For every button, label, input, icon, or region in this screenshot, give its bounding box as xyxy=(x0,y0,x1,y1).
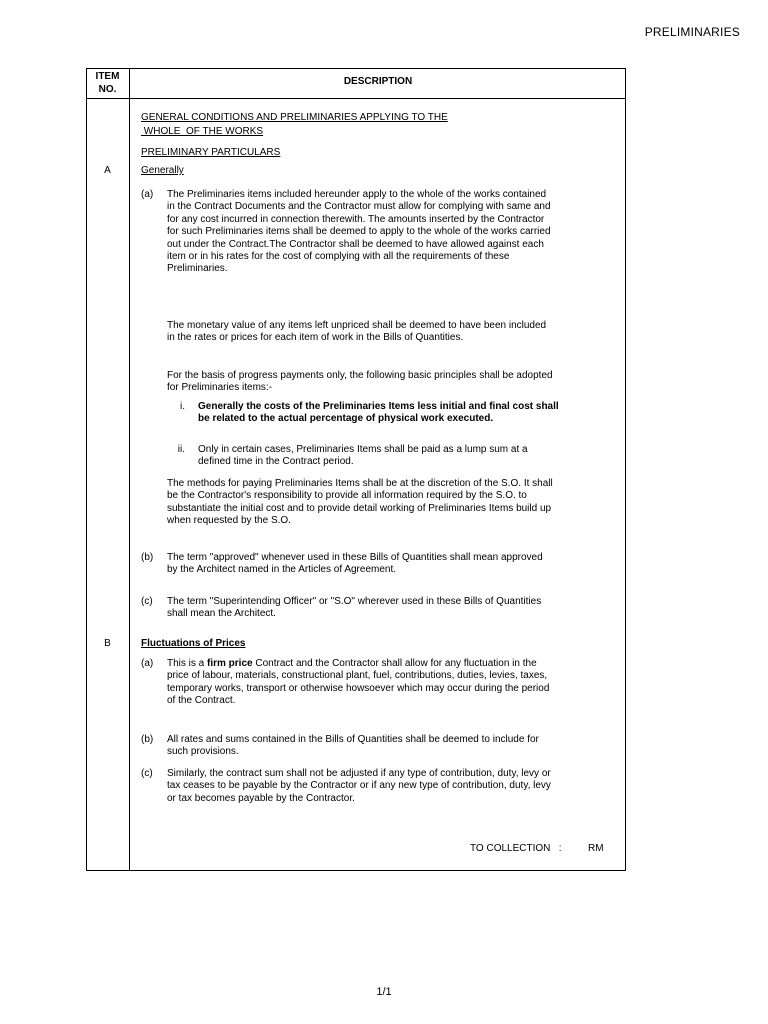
column-header-item-no xyxy=(86,70,129,96)
page-number: 1/1 xyxy=(376,986,392,998)
text-line: for any cost incurred in connection therewith. The amounts inserted by the Contractor xyxy=(167,213,545,225)
text-line: be the Contractor's responsibility to provide all information required by the S.O. to xyxy=(167,490,527,502)
principle-ii-text xyxy=(198,444,613,469)
text-line: substantiate the initial cost and to provide detail working of Preliminaries Items build up xyxy=(167,502,552,514)
section-a-title: Generally xyxy=(141,165,184,176)
clause-b-b-text xyxy=(167,734,612,759)
firm-price-emphasis: firm price xyxy=(207,658,253,669)
currency-label: RM xyxy=(588,843,604,854)
column-header-description: DESCRIPTION xyxy=(343,76,413,87)
roman-numeral-i: i. xyxy=(180,401,185,412)
text-line: The methods for paying Preliminaries Items shall be at the discretion of the S.O. It shall xyxy=(167,478,553,489)
roman-numeral-ii: ii. xyxy=(177,444,185,455)
clause-b-c-text xyxy=(167,768,612,805)
column-divider xyxy=(129,68,130,871)
text-line: by the Architect named in the Articles of Agreement. xyxy=(167,564,397,576)
text-line: Only in certain cases, Preliminaries Items shall be paid as a lump sum at a xyxy=(198,444,528,455)
text-line: or tax becomes payable by the Contractor. xyxy=(167,792,355,804)
text-line: for Preliminaries items:- xyxy=(167,382,273,394)
text-line xyxy=(167,658,612,670)
column-header-item-line2: NO. xyxy=(98,84,117,95)
item-letter-a: A xyxy=(104,165,111,176)
text-line: Preliminaries. xyxy=(167,263,228,275)
page-header-title: PRELIMINARIES xyxy=(644,25,740,39)
text-line: For the basis of progress payments only, the following basic principles shall be adopted xyxy=(167,370,553,381)
main-heading-line1: GENERAL CONDITIONS AND PRELIMINARIES APPLYING TO THE xyxy=(141,112,448,123)
text-line: tax ceases to be payable by the Contractor or if any new type of contribution, duty, levy xyxy=(167,780,551,792)
text-line: in the rates or prices for each item of work in the Bills of Quantities. xyxy=(167,332,464,344)
clause-a-b-text xyxy=(167,552,612,577)
clause-label-a-b: (b) xyxy=(141,552,154,563)
text-line: defined time in the Contract period. xyxy=(198,456,354,468)
column-header-item-line1: ITEM xyxy=(95,71,120,82)
progress-payments-paragraph xyxy=(167,370,612,395)
to-collection-label: TO COLLECTION : xyxy=(470,843,562,854)
clause-b-a-text xyxy=(167,658,612,708)
text-line: Generally the costs of the Preliminaries Items less initial and final cost shall xyxy=(198,401,559,412)
text-line: such provisions. xyxy=(167,746,239,758)
section-b-title: Fluctuations of Prices xyxy=(141,638,246,649)
clause-a-a-text xyxy=(167,189,612,276)
clause-label-a-c: (c) xyxy=(141,596,153,607)
main-heading-line2: WHOLE OF THE WORKS xyxy=(141,126,264,137)
text-line: when requested by the S.O. xyxy=(167,515,291,527)
payment-methods-paragraph xyxy=(167,478,612,528)
clause-label-b-c: (c) xyxy=(141,768,153,779)
text-line: out under the Contract.The Contractor shall be deemed to have allowed against each xyxy=(167,238,544,250)
clause-a-c-text xyxy=(167,596,612,621)
text-line: price of labour, materials, constructional plant, fuel, contributions, duties, levies, taxes, xyxy=(167,670,548,682)
text-line: Similarly, the contract sum shall not be adjusted if any type of contribution, duty, levy or xyxy=(167,768,551,779)
text-line: temporary works, transport or otherwise howsoever which may occur during the period xyxy=(167,682,550,694)
clause-label-b-a: (a) xyxy=(141,658,154,669)
text-line: The term "approved" whenever used in these Bills of Quantities shall mean approved xyxy=(167,552,543,563)
text-line: The term "Superintending Officer" or "S.O" wherever used in these Bills of Quantities xyxy=(167,596,542,607)
text-line: of the Contract. xyxy=(167,695,236,707)
clause-label-b-b: (b) xyxy=(141,734,154,745)
unpriced-items-paragraph xyxy=(167,320,612,345)
text-line: item or in his rates for the cost of complying with all the requirements of these xyxy=(167,251,510,263)
clause-label-a-a: (a) xyxy=(141,189,154,200)
header-divider xyxy=(86,98,626,99)
text-line: The Preliminaries items included hereunder apply to the whole of the works contained xyxy=(167,189,547,200)
text-line: All rates and sums contained in the Bills of Quantities shall be deemed to include for xyxy=(167,734,539,745)
text-line: in the Contract Documents and the Contractor must allow for complying with same and xyxy=(167,201,551,213)
item-letter-b: B xyxy=(104,638,111,649)
text-line: be related to the actual percentage of physical work executed. xyxy=(198,413,494,425)
text-span: Contract and the Contractor shall allow for any fluctuation in the xyxy=(252,658,537,669)
text-line: for such Preliminaries items shall be deemed to apply to the whole of the works carried xyxy=(167,226,551,238)
text-span: This is a xyxy=(167,658,208,669)
text-line: shall mean the Architect. xyxy=(167,608,276,620)
preliminary-particulars-heading: PRELIMINARY PARTICULARS xyxy=(141,147,281,158)
text-line: The monetary value of any items left unpriced shall be deemed to have been included xyxy=(167,320,547,331)
principle-i-text xyxy=(198,401,613,426)
